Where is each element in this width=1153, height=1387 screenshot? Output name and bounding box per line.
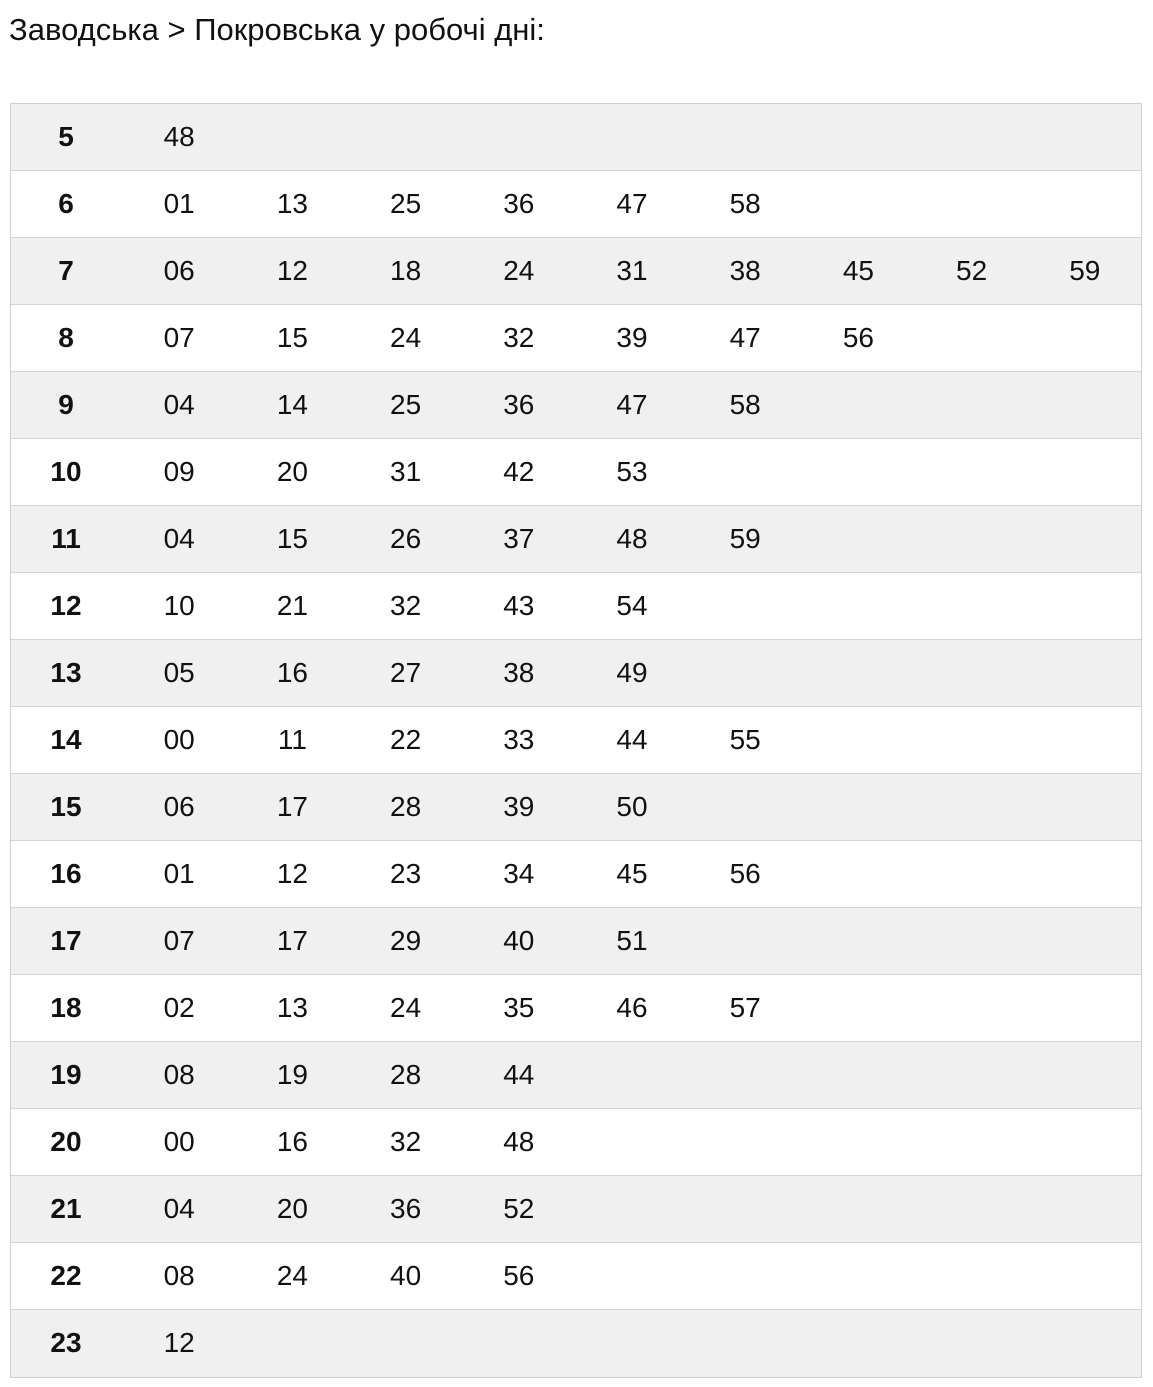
minute-cell: 38 <box>503 657 535 688</box>
minute-cell: 45 <box>616 858 648 889</box>
minute-cell: 15 <box>276 322 308 353</box>
table-row <box>11 171 1141 238</box>
minute-cell: 44 <box>616 724 648 755</box>
minute-cell: 25 <box>390 389 422 420</box>
hour-cell: 15 <box>50 791 82 822</box>
minute-cell: 18 <box>390 255 422 286</box>
minute-cell: 38 <box>729 255 761 286</box>
minute-cell: 53 <box>616 456 648 487</box>
minute-cell: 16 <box>276 1126 308 1157</box>
minute-cell: 32 <box>390 590 422 621</box>
schedule-table <box>10 103 1142 1378</box>
minute-cell: 12 <box>276 255 308 286</box>
hour-cell: 10 <box>50 456 82 487</box>
minute-cell: 58 <box>729 188 761 219</box>
hour-cell: 19 <box>50 1059 82 1090</box>
table-row <box>11 104 1141 171</box>
minute-cell: 44 <box>503 1059 535 1090</box>
hour-cell: 20 <box>50 1126 82 1157</box>
minute-cell: 05 <box>163 657 195 688</box>
table-row <box>11 707 1141 774</box>
minute-cell: 17 <box>276 925 308 956</box>
minute-cell: 36 <box>503 389 535 420</box>
minute-cell: 17 <box>276 791 308 822</box>
minute-cell: 36 <box>390 1193 422 1224</box>
table-row <box>11 238 1141 305</box>
minute-cell: 27 <box>390 657 422 688</box>
minute-cell: 08 <box>163 1260 195 1291</box>
minute-cell: 12 <box>163 1327 195 1358</box>
table-row <box>11 640 1141 707</box>
minute-cell: 22 <box>390 724 422 755</box>
minute-cell: 32 <box>390 1126 422 1157</box>
minute-cell: 24 <box>390 992 422 1023</box>
hour-cell: 11 <box>51 523 81 554</box>
minute-cell: 20 <box>276 1193 308 1224</box>
minute-cell: 35 <box>503 992 535 1023</box>
table-row <box>11 908 1141 975</box>
minute-cell: 00 <box>163 1126 195 1157</box>
table-row <box>11 1310 1141 1377</box>
minute-cell: 25 <box>390 188 422 219</box>
minute-cell: 26 <box>390 523 422 554</box>
minute-cell: 56 <box>842 322 874 353</box>
minute-cell: 48 <box>616 523 648 554</box>
minute-cell: 34 <box>503 858 535 889</box>
hour-cell: 18 <box>50 992 82 1023</box>
hour-cell: 16 <box>50 858 82 889</box>
minute-cell: 57 <box>729 992 761 1023</box>
table-row <box>11 841 1141 908</box>
minute-cell: 48 <box>503 1126 535 1157</box>
minute-cell: 04 <box>163 389 195 420</box>
minute-cell: 24 <box>503 255 535 286</box>
minute-cell: 04 <box>163 1193 195 1224</box>
minute-cell: 39 <box>503 791 535 822</box>
minute-cell: 52 <box>503 1193 535 1224</box>
minute-cell: 48 <box>163 121 195 152</box>
minute-cell: 13 <box>276 188 308 219</box>
table-row <box>11 774 1141 841</box>
minute-cell: 12 <box>276 858 308 889</box>
hour-cell: 23 <box>50 1327 82 1358</box>
minute-cell: 14 <box>276 389 308 420</box>
minute-cell: 04 <box>163 523 195 554</box>
table-row <box>11 1176 1141 1243</box>
minute-cell: 42 <box>503 456 535 487</box>
minute-cell: 39 <box>616 322 648 353</box>
minute-cell: 06 <box>163 791 195 822</box>
minute-cell: 46 <box>616 992 648 1023</box>
minute-cell: 40 <box>503 925 535 956</box>
minute-cell: 21 <box>276 590 308 621</box>
hour-cell: 6 <box>58 188 74 219</box>
table-row <box>11 439 1141 506</box>
minute-cell: 32 <box>503 322 535 353</box>
minute-cell: 01 <box>163 858 195 889</box>
hour-cell: 13 <box>50 657 82 688</box>
minute-cell: 37 <box>503 523 535 554</box>
table-row <box>11 506 1141 573</box>
minute-cell: 40 <box>390 1260 422 1291</box>
hour-cell: 17 <box>50 925 82 956</box>
minute-cell: 11 <box>277 724 307 755</box>
minute-cell: 28 <box>390 791 422 822</box>
minute-cell: 01 <box>163 188 195 219</box>
minute-cell: 52 <box>956 255 988 286</box>
minute-cell: 13 <box>276 992 308 1023</box>
minute-cell: 06 <box>163 255 195 286</box>
minute-cell: 47 <box>616 389 648 420</box>
hour-cell: 22 <box>50 1260 82 1291</box>
minute-cell: 49 <box>616 657 648 688</box>
minute-cell: 09 <box>163 456 195 487</box>
minute-cell: 43 <box>503 590 535 621</box>
minute-cell: 55 <box>729 724 761 755</box>
table-row <box>11 372 1141 439</box>
minute-cell: 24 <box>276 1260 308 1291</box>
minute-cell: 56 <box>503 1260 535 1291</box>
minute-cell: 28 <box>390 1059 422 1090</box>
minute-cell: 02 <box>163 992 195 1023</box>
minute-cell: 45 <box>842 255 874 286</box>
minute-cell: 23 <box>390 858 422 889</box>
minute-cell: 59 <box>729 523 761 554</box>
minute-cell: 07 <box>163 322 195 353</box>
page-title: Заводська > Покровська у робочі дні: <box>9 12 545 47</box>
minute-cell: 47 <box>729 322 761 353</box>
hour-cell: 5 <box>58 121 74 152</box>
minute-cell: 33 <box>503 724 535 755</box>
minute-cell: 36 <box>503 188 535 219</box>
minute-cell: 08 <box>163 1059 195 1090</box>
minute-cell: 19 <box>276 1059 308 1090</box>
table-row <box>11 1109 1141 1176</box>
minute-cell: 20 <box>276 456 308 487</box>
minute-cell: 31 <box>616 255 648 286</box>
minute-cell: 24 <box>390 322 422 353</box>
table-row <box>11 305 1141 372</box>
minute-cell: 29 <box>390 925 422 956</box>
minute-cell: 54 <box>616 590 648 621</box>
minute-cell: 15 <box>276 523 308 554</box>
hour-cell: 12 <box>50 590 82 621</box>
minute-cell: 59 <box>1069 255 1101 286</box>
hour-cell: 9 <box>58 389 74 420</box>
minute-cell: 31 <box>390 456 422 487</box>
hour-cell: 14 <box>50 724 82 755</box>
minute-cell: 16 <box>276 657 308 688</box>
minute-cell: 51 <box>616 925 648 956</box>
hour-cell: 8 <box>58 322 74 353</box>
minute-cell: 58 <box>729 389 761 420</box>
hour-cell: 21 <box>50 1193 82 1224</box>
minute-cell: 00 <box>163 724 195 755</box>
minute-cell: 10 <box>163 590 195 621</box>
minute-cell: 56 <box>729 858 761 889</box>
table-row <box>11 1042 1141 1109</box>
table-row <box>11 573 1141 640</box>
minute-cell: 47 <box>616 188 648 219</box>
table-row <box>11 1243 1141 1310</box>
hour-cell: 7 <box>58 255 74 286</box>
minute-cell: 50 <box>616 791 648 822</box>
minute-cell: 07 <box>163 925 195 956</box>
table-row <box>11 975 1141 1042</box>
